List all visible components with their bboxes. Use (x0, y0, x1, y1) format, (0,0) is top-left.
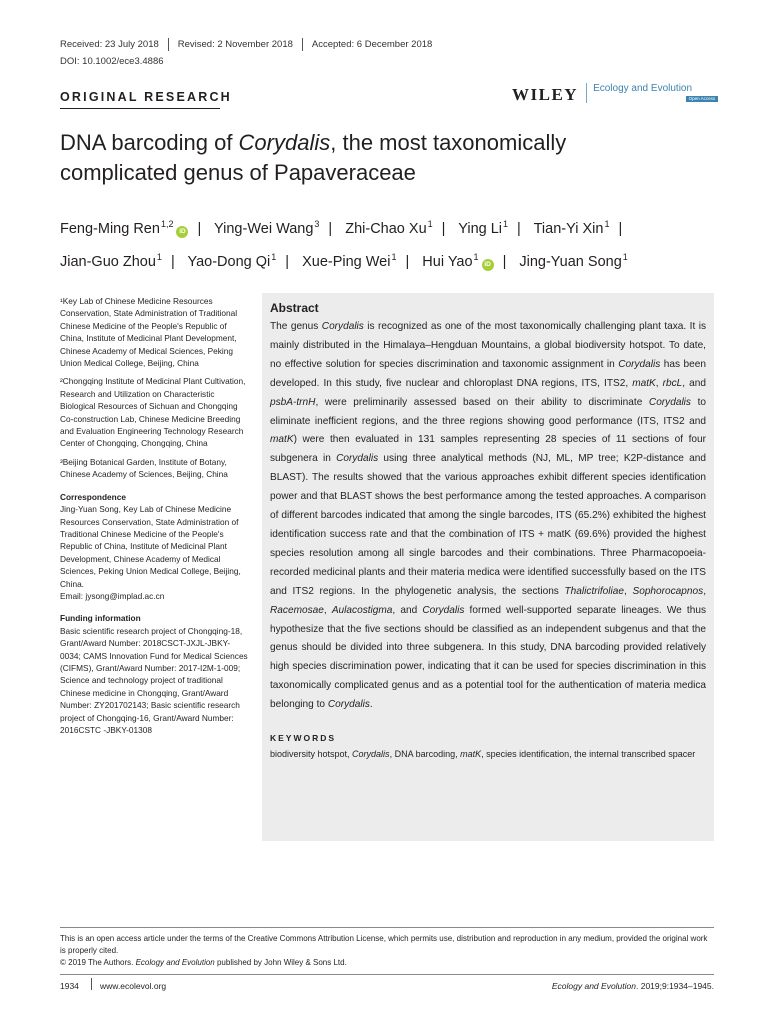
received-date: Received: 23 July 2018 (60, 39, 159, 50)
publisher-logo (512, 83, 718, 105)
text-run: biodiversity hotspot, (270, 749, 353, 760)
author-name-text: Jian-Guo Zhou (60, 254, 156, 270)
citation-rest: . 2019;9:1934–1945. (636, 981, 714, 991)
license-text: This is an open access article under the terms of the Creative Commons Attribution License, which permits use, distribution and reproduction in any medium, provided the original work is properly cited. (60, 934, 708, 956)
text-run: ) were then evaluated in 131 samples representing 28 species of 11 sections of four subgenera in (270, 434, 706, 465)
revised-date: Revised: 2 November 2018 (168, 38, 302, 51)
open-access-badge: Open Access (686, 96, 719, 102)
funding-heading: Funding information (60, 613, 141, 624)
author-name-text: Ying Li (458, 221, 503, 237)
italic-term: Sophorocapnos (632, 585, 704, 597)
author-affiliation-marker: 1 (391, 252, 397, 262)
author-name-text: Jing-Yuan Song (519, 254, 622, 270)
italic-term: Racemosae (270, 604, 324, 616)
sidebar (60, 295, 250, 746)
copyright-post: published by John Wiley & Sons Ltd. (214, 958, 347, 968)
author-name-text: Xue-Ping Wei (302, 254, 391, 270)
author-separator: | (285, 254, 290, 270)
author-name[interactable] (60, 254, 162, 270)
text-run: The genus (270, 321, 322, 332)
keywords-text (270, 747, 706, 762)
footer-rule (60, 927, 714, 928)
copyright-journal: Ecology and Evolution (135, 958, 215, 968)
italic-term: matK (460, 749, 482, 760)
footer-bottom-rule (60, 974, 714, 975)
author-separator: | (618, 221, 623, 237)
text-run: is recognized as one of the most taxonomically challenging plant taxa. It is mainly distributed in the Himalaya–Hengduan Mountains, a global biodiversity hotspot. To date, no effective solution for species discrimination and taxonomic assignment in (270, 321, 706, 370)
author-separator: | (197, 221, 202, 237)
text-run: , were preliminarily assessed based on their ability to discriminate (315, 396, 649, 408)
affiliation: ¹Key Lab of Chinese Medicine Resources Conservation, State Administration of Traditional Chinese Medicine of the People's Republic of China, Institute of Medicinal Plant Development, Chinese Academy of Medical Sciences, Peking Union Medical College, Beijing, China (60, 296, 238, 369)
author-name[interactable] (214, 221, 319, 237)
author-separator: | (441, 221, 446, 237)
italic-term: Corydalis (618, 358, 661, 370)
text-run: . (369, 699, 373, 711)
orcid-icon[interactable]: iD (482, 259, 494, 271)
page-number: 1934 (60, 981, 79, 991)
author-separator: | (328, 221, 333, 237)
author-name-text: Hui Yao (422, 254, 473, 270)
author-affiliation-marker: 1,2 (160, 219, 174, 229)
abstract-text (270, 318, 706, 715)
author-separator: | (502, 254, 507, 270)
italic-term: matK (270, 434, 294, 446)
affiliation: ³Beijing Botanical Garden, Institute of Botany, Chinese Academy of Sciences, Beijing, China (60, 456, 228, 480)
italic-term: Corydalis (336, 453, 379, 465)
author-name-text: Zhi-Chao Xu (345, 221, 427, 237)
text-run: to eliminate inefficient regions, and the three regions showing good performance (ITS, ITS2 and (270, 396, 706, 427)
text-run: using three analytical methods (NJ, ML, MP tree; K2P-distance and BLAST). The results showed that the various approaches exhibit different species identification power and that BLAST shows the best performance among the tested approaches. A comparison of different barcodes indicated that among the single barcodes, ITS (65.2%) exhibited the highest identification success rate and that the combination of ITS + matK (69.6%) provided the highest species resolution among all single barcodes and their combinations. Three Pharmacopoeia-recorded medicinal plants and their materia medica were identified successfully based on the ITS and ITS2 regions. In the phylogenetic analysis, the sections (270, 453, 706, 597)
author-affiliation-marker: 1 (503, 219, 509, 229)
author-name[interactable] (345, 221, 432, 237)
accepted-date: Accepted: 6 December 2018 (302, 38, 441, 51)
article-title (60, 128, 680, 188)
author-affiliation-marker: 3 (314, 219, 320, 229)
orcid-icon[interactable]: iD (176, 226, 188, 238)
citation (552, 981, 714, 991)
author-name[interactable] (534, 221, 610, 237)
correspondence (60, 491, 250, 603)
italic-term: Corydalis (422, 604, 465, 616)
title-part: DNA barcoding of (60, 130, 239, 155)
citation-journal: Ecology and Evolution (551, 981, 636, 991)
wiley-logo: WILEY (512, 85, 579, 104)
italic-term: Aulacostigma (331, 604, 393, 616)
author-separator: | (517, 221, 521, 237)
author-name[interactable] (188, 254, 277, 270)
text-run: , and (682, 377, 707, 389)
text-run: has been developed. In this study, five nuclear and chloroplast DNA regions, ITS, ITS2, (270, 358, 706, 389)
author-name-text: Ying-Wei Wang (214, 221, 314, 237)
doi[interactable]: DOI: 10.1002/ece3.4886 (60, 56, 164, 67)
author-name[interactable] (60, 221, 188, 237)
author-affiliation-marker: 1 (604, 219, 610, 229)
abstract-box (262, 293, 714, 841)
title-part: , the most taxonomically complicated genus of Papaveraceae (60, 130, 567, 185)
correspondence-email[interactable]: Email: jysong@implad.ac.cn (60, 590, 165, 601)
italic-term: Corydalis (321, 321, 364, 332)
keywords-heading: KEYWORDS (270, 733, 337, 744)
funding-text: Basic scientific research project of Chongqing-18, Grant/Award Number: 2018CSCT-JXJL-JBKY-0034; CAMS Innovation Fund for Medical Sciences (CIFMS), Grant/Award Number: 2017-I2M-1-009; Science and technology project of traditional Chinese medicine in Chongqing, Grant/Award Number: ZY201702143; Basic scientific research project of Chongqing-16, Grant/Award Number: 2016CSTC -JBKY-01308 (60, 625, 248, 735)
text-run: , and (392, 604, 423, 616)
author-name[interactable] (302, 254, 396, 270)
article-dates (60, 38, 441, 51)
italic-term: Corydalis (327, 699, 370, 711)
correspondence-heading: Correspondence (60, 491, 126, 502)
author-affiliation-marker: 1 (622, 252, 628, 262)
text-run: , DNA barcoding, (389, 749, 461, 760)
author-separator: | (405, 254, 410, 270)
abstract-heading: Abstract (270, 301, 319, 315)
text-run: , (655, 377, 663, 389)
author-name[interactable] (519, 254, 627, 270)
author-affiliation-marker: 1 (271, 252, 277, 262)
author-affiliation-marker: 1 (473, 252, 479, 262)
italic-term: Thalictrifoliae (564, 585, 624, 597)
author-name-text: Yao-Dong Qi (187, 254, 271, 270)
affiliations (60, 295, 250, 481)
author-affiliation-marker: 1 (427, 219, 433, 229)
author-list (60, 210, 710, 276)
italic-term: Corydalis (352, 749, 390, 760)
text-run: , (623, 585, 633, 597)
affiliation: ²Chongqing Institute of Medicinal Plant Cultivation, Research and Utilization on Characteristic Biological Resources of Sichuan and Chongqing Co-construction Lab, Chinese Medicine Breeding and Evaluation Engineering Technology Research Center of Chongqing, Chongqing, China (60, 376, 246, 449)
text-run: , (703, 585, 706, 597)
section-rule (60, 108, 220, 109)
funding (60, 612, 250, 736)
author-name-text: Feng-Ming Ren (60, 221, 160, 237)
copyright-pre: © 2019 The Authors. (60, 958, 136, 968)
author-name[interactable] (458, 221, 508, 237)
italic-term: matK (632, 377, 656, 389)
title-genus: Corydalis (238, 130, 331, 155)
italic-term: rbcL (662, 377, 683, 389)
author-separator: | (170, 254, 175, 270)
journal-logo (586, 83, 718, 103)
author-name-text: Tian-Yi Xin (533, 221, 604, 237)
section-label: ORIGINAL RESEARCH (60, 90, 232, 104)
copyright (60, 957, 714, 969)
author-affiliation-marker: 1 (156, 252, 162, 262)
text-run: , species identification, the internal transcribed spacer (481, 749, 696, 760)
italic-term: Corydalis (648, 396, 691, 408)
license-note (60, 933, 714, 970)
journal-name: Ecology and Evolution (593, 83, 693, 94)
correspondence-text: Jing-Yuan Song, Key Lab of Chinese Medicine Resources Conservation, State Administration of Traditional Chinese Medicine of the People's Republic of China, Institute of Medicinal Plant Development, Chinese Academy of Medical Sciences, Peking Union Medical College, Beijing, China. (60, 504, 241, 589)
text-run: formed well-supported separate lineages. We thus hypothesize that the five sections should be classified as an independent subgenus and that the genus should be divided into three subgenera. In this study, DNA barcoding provided relatively high species discrimination power, indicating that it can be used for species discrimination in this taxonomically complicated genus and as a potential tool for the authentication of materia medica belonging to (270, 604, 707, 711)
text-run: , (323, 604, 332, 616)
page-separator (91, 978, 92, 990)
italic-term: psbA-trnH (270, 396, 316, 408)
journal-website-link[interactable]: www.ecolevol.org (100, 981, 167, 991)
author-name[interactable] (422, 254, 493, 270)
